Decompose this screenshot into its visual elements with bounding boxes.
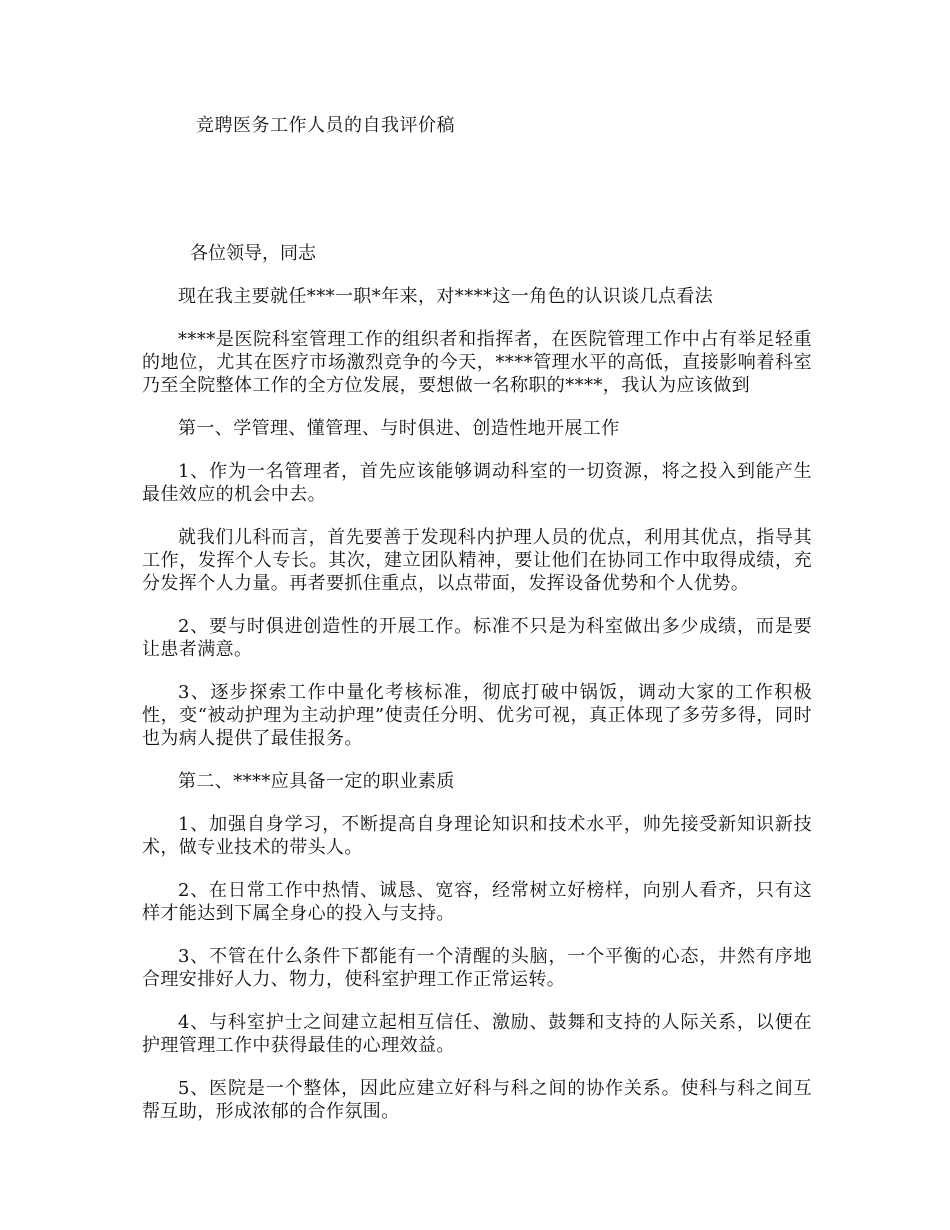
paragraph: 2、在日常工作中热情、诚恳、宽容，经常树立好榜样，向别人看齐，只有这样才能达到下属全身心的投入与支持。 bbox=[142, 880, 812, 924]
paragraph: 现在我主要就任***一职*年来，对****这一角色的认识谈几点看法 bbox=[178, 286, 714, 307]
document-body bbox=[142, 285, 812, 1143]
section-heading: 第一、学管理、懂管理、与时俱进、创造性地开展工作 bbox=[178, 418, 620, 439]
paragraph: 1、作为一名管理者，首先应该能够调动科室的一切资源，将之投入到能产生最佳效应的机会中去。 bbox=[142, 461, 812, 505]
section-heading: 第二、****应具备一定的职业素质 bbox=[178, 771, 455, 792]
paragraph: 3、不管在什么条件下都能有一个清醒的头脑，一个平衡的心态，井然有序地合理安排好人力、物力，使科室护理工作正常运转。 bbox=[142, 946, 812, 990]
paragraph: 2、要与时俱进创造性的开展工作。标准不只是为科室做出多少成绩，而是要让患者满意。 bbox=[142, 616, 812, 660]
paragraph: 就我们儿科而言，首先要善于发现科内护理人员的优点，利用其优点，指导其工作，发挥个人专长。其次，建立团队精神，要让他们在协同工作中取得成绩，充分发挥个人力量。再者要抓住重点，以点带面，发挥设备优势和个人优势。 bbox=[142, 527, 812, 594]
paragraph: 5、医院是一个整体，因此应建立好科与科之间的协作关系。使科与科之间互帮互助，形成浓郁的合作氛围。 bbox=[142, 1078, 812, 1122]
paragraph: ****是医院科室管理工作的组织者和指挥者，在医院管理工作中占有举足轻重的地位，尤其在医疗市场激烈竞争的今天，****管理水平的高低，直接影响着科室乃至全院整体工作的全方位发展，要想做一名称职的****，我认为应该做到 bbox=[142, 329, 812, 396]
paragraph: 3、逐步探索工作中量化考核标准，彻底打破中锅饭，调动大家的工作积极性，变“被动护理为主动护理”使责任分明、优劣可视，真正体现了多劳多得，同时也为病人提供了最佳报务。 bbox=[142, 682, 812, 749]
paragraph: 1、加强自身学习，不断提高自身理论知识和技术水平，帅先接受新知识新技术，做专业技术的带头人。 bbox=[142, 814, 812, 858]
greeting-line: 各位领导，同志 bbox=[190, 243, 316, 264]
document-title: 竞聘医务工作人员的自我评价稿 bbox=[196, 115, 455, 136]
paragraph: 4、与科室护士之间建立起相互信任、激励、鼓舞和支持的人际关系，以便在护理管理工作中获得最佳的心理效益。 bbox=[142, 1012, 812, 1056]
